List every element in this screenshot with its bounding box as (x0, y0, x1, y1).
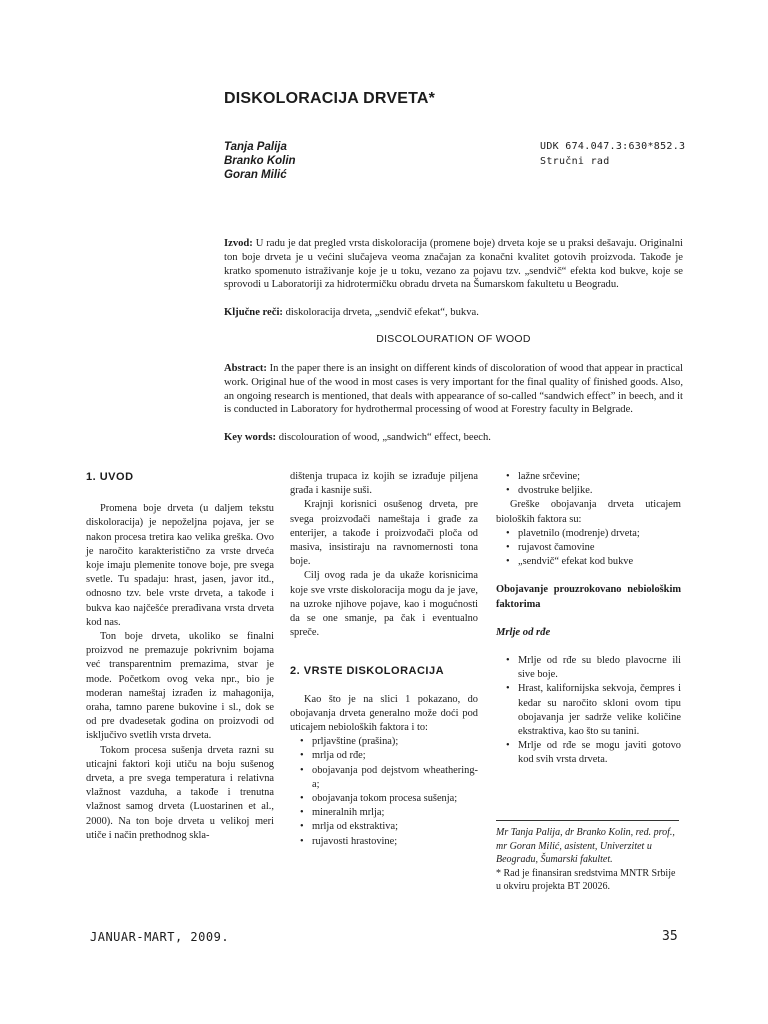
keywords-text: discolouration of wood, „sandwich“ effect, beech. (278, 432, 491, 443)
list-item: • dvostruke beljike. (518, 484, 681, 498)
list-item: • prljavštine (prašina); (312, 735, 478, 749)
author-affiliation: Mr Tanja Palija, dr Branko Kolin, red. prof., mr Goran Milić, asistent, Univerzitet u Beogradu, Šumarski fakultet. (496, 827, 675, 865)
english-title: DISCOLOURATION OF WOOD (376, 333, 531, 345)
keywords-label: Key words: (224, 432, 277, 443)
abstract-label: Abstract: (224, 363, 267, 374)
section-heading: 1. UVOD (86, 471, 134, 483)
author-name: Branko Kolin (224, 155, 296, 167)
abstract-text: In the paper there is an insight on different kinds of discoloration of wood that appear in practical work. Original hue of the wood in most cases is very important for the final quality of finished goods. Also, an ongoing research is mentioned, that deals with appearance of so-called “sandwich effect” in beech, and it is conducted in Laboratory for hydrothermal processing of wood at Forestry faculty in Belgrade. (224, 363, 683, 416)
subsection-heading: Mrlje od rđe (496, 626, 551, 638)
list-item: • Hrast, kalifornijska sekvoja, čempres i kedar su naročito skloni ovom tipu obojavanja jer sadrže velike količine ekstraktiva, kao što su tanini. (518, 682, 681, 739)
list-item: • lažne srčevine; (518, 470, 681, 484)
udk-code: UDK 674.047.3:630*852.3 (540, 141, 686, 152)
list-item: • mineralnih mrlja; (312, 806, 478, 820)
list-item: • „sendvič“ efekat kod bukve (518, 555, 681, 569)
section-heading: 2. VRSTE DISKOLORACIJA (290, 665, 445, 678)
izvod-label: Izvod: (224, 238, 253, 249)
list-item: • rujavost čamovine (518, 541, 681, 555)
paragraph: Cilj ovog rada je da ukaže korisnicima koje sve vrste diskoloracija mogu da je jave, na uzroke njihove pojave, kao i mogućnosti da se one smanje, pa čak i eventualno spreče. (290, 570, 478, 639)
paper-title: DISKOLORACIJA DRVETA* (224, 90, 436, 107)
abstract-section (224, 362, 683, 417)
bullet-list (496, 470, 681, 498)
author-name: Goran Milić (224, 169, 287, 181)
footnote (496, 820, 679, 894)
classification (540, 139, 685, 169)
paragraph: Ton boje drveta, ukoliko se finalni proizvod ne premazuje pokrivnim bojama već transparentnim premazima, stvar je mode. Početkom ovog veka npr., bio je moderan nameštaj izrađen iz mahagonija, oraha, tamno parene bukovine i sl., dok se od pre dvadesetak godina on proizvodi od isključivo svetlih vrsta drveta. (86, 631, 274, 742)
list-item: • obojavanja tokom procesa sušenja; (312, 792, 478, 806)
paragraph: Promena boje drveta (u daljem tekstu diskoloracija) je nepoželjna pojava, jer se nakon procesa tretira kao velika greška. Ovo je naročito karakteristično za vrste drveća koje imaju plemenite tonove boje, pre svega svetle. Tu spadaju: hrast, jasen, javor itd., odnosno tzv. bele vrste drveta, a takođe i bukva kao najčešće prerađivana vrsta drveta kod nas. (86, 503, 274, 628)
paragraph: dištenja trupaca iz kojih se izrađuje piljena građa i kasnije suši. (290, 471, 478, 497)
kljucne-text: diskoloracija drveta, „sendvič efekat“, bukva. (285, 307, 479, 318)
paper-type: Stručni rad (540, 156, 610, 167)
subsection-heading: Obojavanje prouzrokovano nebiološkim faktorima (496, 584, 681, 610)
list-item: • mrlja od rđe; (312, 749, 478, 763)
author-name: Tanja Palija (224, 141, 287, 153)
paragraph: Greške obojavanja drveta uticajem bioloških faktora su: (496, 499, 681, 525)
kljucne-label: Ključne reči: (224, 307, 283, 318)
list-item: • obojavanja pod dejstvom wheathering-a; (312, 764, 478, 792)
izvod-text: U radu je dat pregled vrsta diskoloracija (promene boje) drveta koje se u praksi dešavaju. Originalni ton boje drveta je u većini slučajeva veoma značajan za konačni kvalitet gotovih proizvoda. Takođe je kratko spomenuto istraživanje koje je u toku, vezano za pojavu tzv. „sendvič“ efekta kod bukve, koje se sprovodi u Laboratoriji za hidrotermičku obradu drveta na Šumarskom fakultetu u Beogradu. (224, 238, 683, 291)
paragraph: Krajnji korisnici osušenog drveta, pre svega proizvođači nameštaja i građe za enterijer, a takođe i proizvođači ploča od masiva, insistiraju na ravnomernosti tona boje. (290, 499, 478, 568)
keywords-section (224, 431, 683, 445)
author-list (224, 140, 296, 182)
paragraph: Kao što je na slici 1 pokazano, do obojavanja drveta generalno može doći pod uticajem nebioloških faktora i to: (290, 693, 478, 734)
izvod-section (224, 237, 683, 292)
column-3 (496, 470, 681, 768)
bullet-list (496, 527, 681, 570)
column-1 (86, 470, 274, 843)
list-item: • rujavosti hrastovine; (312, 835, 478, 849)
paragraph: Tokom procesa sušenja drveta razni su uticajni faktori koji utiču na boju sušenog drveta, a pre svega temperatura i relativna vlažnost vazduha, a takođe i trenutna vlažnost samog drveta (Luostarinen et al., 2000). Na ton boje drveta u velikoj meri utiče i način prethodnog skla- (86, 744, 274, 841)
funding-note: * Rad je finansiran sredstvima MNTR Srbije u okviru projekta BT 20026. (496, 867, 676, 892)
list-item: • mrlja od ekstraktiva; (312, 820, 478, 834)
issue-date: JANUAR-MART, 2009. (90, 930, 230, 944)
bullet-list (496, 654, 681, 768)
list-item: • Mrlje od rđe se mogu javiti gotovo kod svih vrsta drveta. (518, 739, 681, 767)
list-item: • Mrlje od rđe su bledo plavocrne ili sive boje. (518, 654, 681, 682)
page-number: 35 (662, 929, 678, 944)
bullet-list (290, 735, 478, 849)
kljucne-reci-section (224, 306, 683, 320)
column-2 (290, 470, 478, 849)
list-item: • plavetnilo (modrenje) drveta; (518, 527, 681, 541)
